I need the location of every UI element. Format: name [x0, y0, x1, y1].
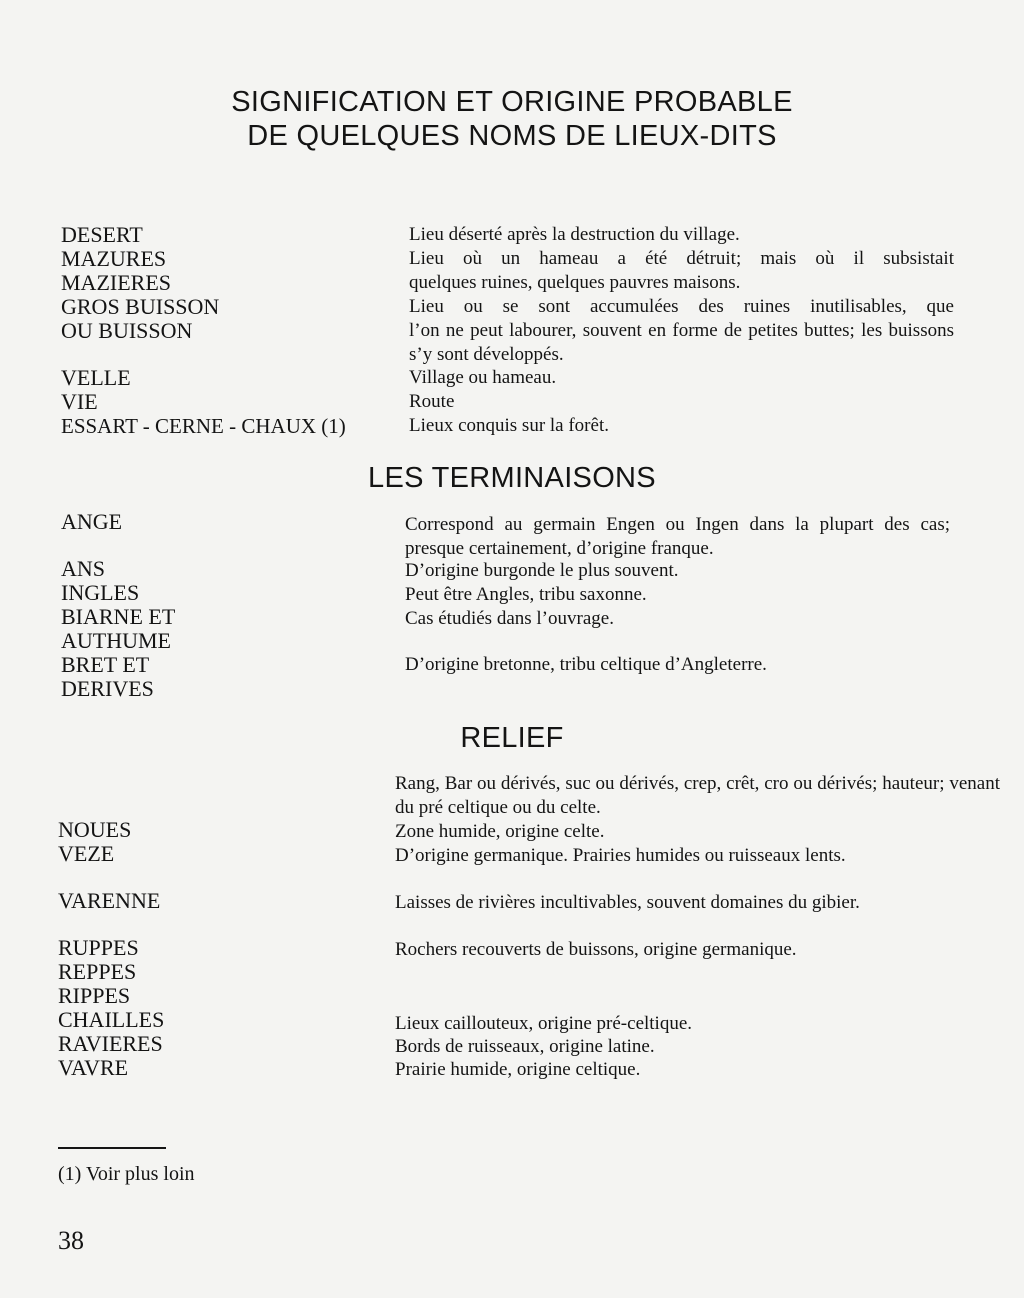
term-reppes: REPPES [58, 959, 137, 984]
term-chailles: CHAILLES [58, 1007, 165, 1032]
def-ingles: Peut être Angles, tribu saxonne. [405, 584, 647, 605]
term-vie: VIE [61, 389, 98, 414]
def-vavre: Prairie humide, origine celtique. [395, 1059, 641, 1080]
term-authume: AUTHUME [61, 628, 171, 653]
def-velle: Village ou hameau. [409, 367, 557, 388]
relief-intro: Rang, Bar ou dérivés, suc ou dérivés, crep, crêt, cro ou dérivés; hauteur; venant du pré celtique ou du celte. [395, 773, 1000, 818]
def-ravieres: Bords de ruisseaux, origine latine. [395, 1036, 655, 1057]
term-velle: VELLE [61, 365, 131, 390]
def-vie: Route [409, 391, 455, 412]
page-number: 38 [58, 1226, 84, 1255]
term-derives: DERIVES [61, 676, 154, 701]
def-desert: Lieu déserté après la destruction du village. [409, 224, 740, 245]
term-varenne: VARENNE [58, 888, 161, 913]
term-ingles: INGLES [61, 580, 140, 605]
def-varenne: Laisses de rivières incultivables, souvent domaines du gibier. [395, 892, 860, 913]
def-noues: Zone humide, origine celte. [395, 821, 605, 842]
term-vavre: VAVRE [58, 1055, 129, 1080]
term-biarne-et: BIARNE ET [61, 604, 176, 629]
def-gros-buisson: Lieu ou se sont accumulées des ruines inutilisables, que [409, 296, 954, 317]
term-mazieres: MAZIERES [61, 270, 171, 295]
def-ans: D’origine burgonde le plus souvent. [405, 560, 679, 581]
term-desert: DESERT [61, 222, 143, 247]
footnote-rule [58, 1147, 166, 1149]
term-gros-buisson: GROS BUISSON [61, 294, 220, 319]
term-essart-cerne-chaux: ESSART - CERNE - CHAUX (1) [61, 414, 346, 438]
def-ange: Correspond au germain Engen ou Ingen dans la plupart des cas; presque certainement, d’origine franque. [405, 514, 950, 559]
def-mazures: Lieu où un hameau a été détruit; mais où il subsistait [409, 248, 954, 269]
page-title-line-1: SIGNIFICATION ET ORIGINE PROBABLE [231, 86, 793, 118]
term-mazures: MAZURES [61, 246, 167, 271]
term-bret-et: BRET ET [61, 652, 150, 677]
term-rippes: RIPPES [58, 983, 131, 1008]
page-title-line-2: DE QUELQUES NOMS DE LIEUX-DITS [247, 120, 777, 152]
term-noues: NOUES [58, 817, 132, 842]
section-heading-relief: RELIEF [460, 722, 564, 754]
footnote: (1) Voir plus loin [58, 1163, 195, 1185]
def-veze: D’origine germanique. Prairies humides ou ruisseaux lents. [395, 845, 846, 866]
def-biarne-et: Cas étudiés dans l’ouvrage. [405, 608, 614, 629]
term-veze: VEZE [58, 841, 115, 866]
def-ou-buisson: l’on ne peut labourer, souvent en forme de petites buttes; les buissons s’y sont développés. [409, 320, 954, 365]
term-ange: ANGE [61, 509, 123, 534]
def-bret-et: D’origine bretonne, tribu celtique d’Angleterre. [405, 654, 767, 675]
def-ruppes: Rochers recouverts de buissons, origine germanique. [395, 939, 797, 960]
def-mazieres: quelques ruines, quelques pauvres maisons. [409, 272, 741, 293]
def-essart-cerne-chaux: Lieux conquis sur la forêt. [409, 415, 609, 436]
def-chailles: Lieux caillouteux, origine pré-celtique. [395, 1013, 693, 1034]
section-heading-terminaisons: LES TERMINAISONS [368, 462, 656, 494]
term-ruppes: RUPPES [58, 935, 139, 960]
term-ou-buisson: OU BUISSON [61, 318, 193, 343]
term-ans: ANS [61, 556, 106, 581]
term-ravieres: RAVIERES [58, 1031, 163, 1056]
